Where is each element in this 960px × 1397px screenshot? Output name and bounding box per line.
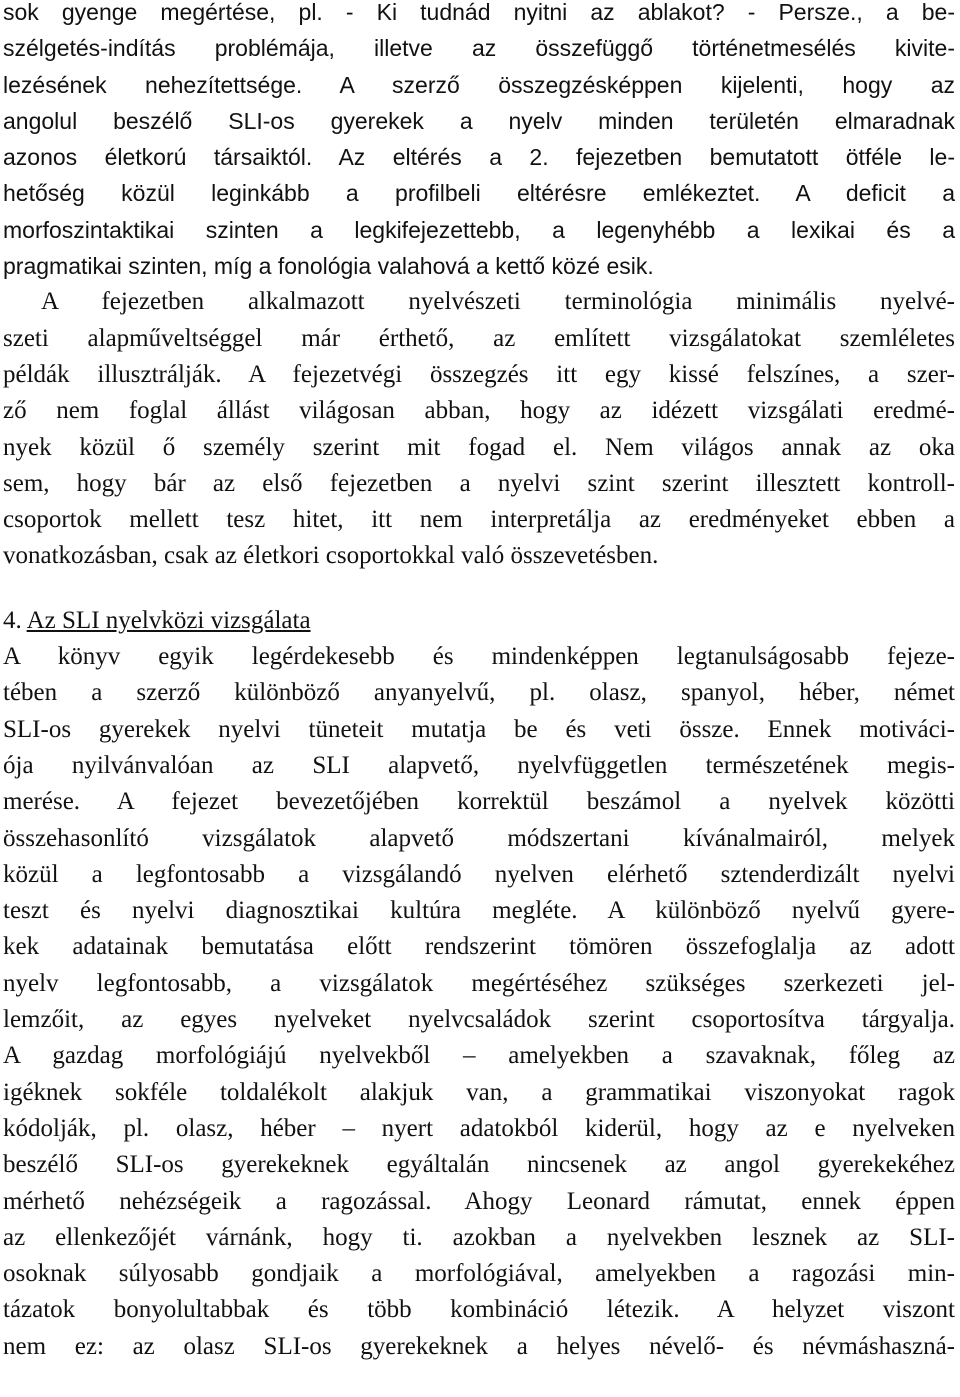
document-page — [3, 0, 955, 1365]
text-line: szeti alapműveltséggel már érthető, az említett vizsgálatokat szemléletes — [3, 324, 955, 352]
text-line: A fejezetben alkalmazott nyelvészeti terminológia minimális nyelvé- — [41, 288, 955, 316]
text-line: igéknek sokféle toldalékolt alakjuk van, a grammatikai viszonyokat ragok — [3, 1078, 955, 1106]
text-line: közül a legfontosabb a vizsgálandó nyelven elérhető sztenderdizált nyelvi — [3, 860, 955, 888]
text-line: lemzőit, az egyes nyelveket nyelvcsaládok szerint csoportosítva tárgyalja. — [3, 1006, 955, 1034]
text-line: összehasonlító vizsgálatok alapvető módszertani kívánalmairól, melyek — [3, 824, 955, 852]
text-line: ző nem foglal állást világosan abban, hogy az idézett vizsgálati eredmé- — [3, 397, 955, 425]
text-line: angolul beszélő SLI-os gyerekek a nyelv minden területén elmaradnak — [3, 107, 955, 134]
text-line: ója nyilvánvalóan az SLI alapvető, nyelvfüggetlen természetének megis- — [3, 751, 955, 779]
text-line: teszt és nyelvi diagnosztikai kultúra megléte. A különböző nyelvű gyere- — [3, 897, 955, 925]
paragraph-crosslinguistic — [3, 639, 955, 1365]
section-spacer — [3, 575, 955, 603]
text-line: merése. A fejezet bevezetőjében korrektül beszámol a nyelvek közötti — [3, 788, 955, 816]
text-line: példák illusztrálják. A fejezetvégi összegzés itt egy kissé felszínes, a szer- — [3, 360, 955, 388]
text-line: vonatkozásban, csak az életkori csoportokkal való összevetésben. — [3, 542, 659, 570]
text-line: azonos életkorú társaiktól. Az eltérés a 2. fejezetben bemutatott ötféle le- — [3, 144, 955, 171]
text-line: A könyv egyik legérdekesebb és mindenképpen legtanulságosabb fejeze- — [3, 643, 955, 671]
section-number: 4. — [3, 606, 27, 634]
text-line: csoportok mellett tesz hitet, itt nem interpretálja az eredményeket ebben a — [3, 506, 955, 534]
text-line: beszélő SLI-os gyerekeknek egyáltalán nincsenek az angol gyerekekéhez — [3, 1151, 955, 1179]
text-line: nyelv legfontosabb, a vizsgálatok megértéséhez szükséges szerkezeti jel- — [3, 969, 955, 997]
text-line: osoknak súlyosabb gondjaik a morfológiával, amelyekben a ragozási min- — [3, 1260, 955, 1288]
text-line: SLI-os gyerekek nyelvi tüneteit mutatja be és veti össze. Ennek motiváci- — [3, 715, 955, 743]
text-line: lezésének nehezítettsége. A szerző összegzésképpen kijelenti, hogy az — [3, 71, 955, 98]
text-line: nyek közül ő személy szerint mit fogad el. Nem világos annak az oka — [3, 433, 955, 461]
section-title: Az SLI nyelvközi vizsgálata — [26, 606, 311, 634]
text-line: kódolják, pl. olasz, héber – nyert adatokból kiderül, hogy az e nyelveken — [3, 1114, 955, 1142]
text-line: tében a szerző különböző anyanyelvű, pl. olasz, spanyol, héber, német — [3, 679, 955, 707]
text-line: pragmatikai szinten, míg a fonológia valahová a kettő közé esik. — [3, 253, 654, 280]
text-line: tázatok bonyolultabbak és több kombináció létezik. A helyzet viszont — [3, 1296, 955, 1324]
text-line: szélgetés-indítás problémája, illetve az összefüggő történetmesélés kivite- — [3, 35, 955, 62]
text-line: az ellenkezőjét várnánk, hogy ti. azokban a nyelvekben lesznek az SLI- — [3, 1223, 955, 1251]
text-line: sok gyenge megértése, pl. - Ki tudnád nyitni az ablakot? - Persze., a be- — [3, 0, 955, 25]
paragraph-chapter-evaluation — [3, 284, 955, 574]
paragraph-sli-english-summary — [3, 0, 955, 284]
text-line: hetőség közül leginkább a profilbeli eltérésre emlékeztet. A deficit a — [3, 180, 955, 207]
text-line: mérhető nehézségeik a ragozással. Ahogy Leonard rámutat, ennek éppen — [3, 1187, 955, 1215]
text-line: morfoszintaktikai szinten a legkifejezettebb, a legenyhébb a lexikai és a — [3, 216, 955, 243]
text-line: nem ez: az olasz SLI-os gyerekeknek a helyes névelő- és névmáshaszná- — [3, 1332, 955, 1360]
text-line: A gazdag morfológiájú nyelvekből – amelyekben a szavaknak, főleg az — [3, 1042, 955, 1070]
text-line: sem, hogy bár az első fejezetben a nyelvi szint szerint illesztett kontroll- — [3, 469, 955, 497]
text-line: kek adatainak bemutatása előtt rendszerint tömören összefoglalja az adott — [3, 933, 955, 961]
section-heading — [3, 603, 955, 639]
